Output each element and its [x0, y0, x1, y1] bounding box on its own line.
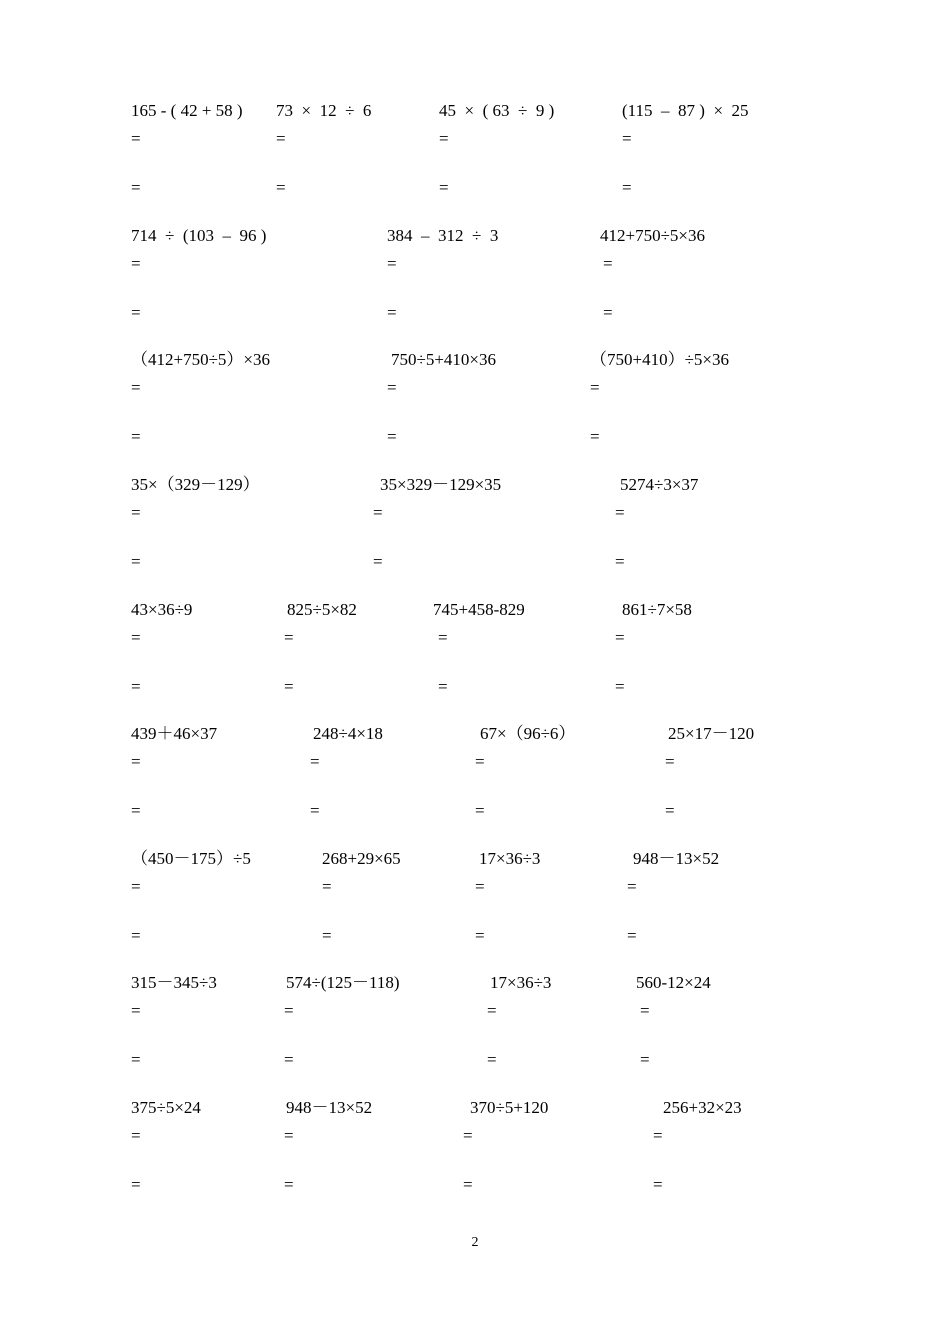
equals-line-1: =	[387, 378, 397, 397]
equals-line-2: =	[131, 677, 141, 696]
equals-line-1: =	[131, 877, 141, 896]
expression: 43×36÷9	[131, 600, 193, 619]
equals-line-1: =	[463, 1126, 473, 1145]
equals-line-2: =	[387, 427, 397, 446]
equals-line-1: =	[373, 503, 383, 522]
equals-line-2: =	[640, 1050, 650, 1069]
equals-line-2: =	[322, 926, 332, 945]
equals-line-2: =	[487, 1050, 497, 1069]
expression: 35×329－129×35	[380, 475, 502, 494]
equals-line-1: =	[131, 1001, 141, 1020]
equals-line-1: =	[487, 1001, 497, 1020]
equals-line-1: =	[131, 1126, 141, 1145]
expression: 67×（96÷6）	[480, 724, 576, 743]
expression: （450－175）÷5	[131, 849, 251, 868]
equals-line-2: =	[665, 801, 675, 820]
problem-row-2	[0, 225, 950, 335]
equals-line-1: =	[615, 503, 625, 522]
equals-line-2: =	[131, 552, 141, 571]
problem-row-1	[0, 100, 950, 210]
page-number: 2	[471, 1235, 479, 1250]
expression: 248÷4×18	[313, 724, 383, 743]
equals-line-1: =	[310, 752, 320, 771]
expression: 17×36÷3	[490, 973, 552, 992]
expression: 384 – 312 ÷ 3	[387, 226, 499, 245]
expression: （750+410）÷5×36	[590, 350, 730, 369]
expression: 256+32×23	[663, 1098, 742, 1117]
equals-line-1: =	[627, 877, 637, 896]
expression: 745+458-829	[433, 600, 525, 619]
problem-row-7	[0, 848, 950, 958]
equals-line-1: =	[131, 254, 141, 273]
equals-line-1: =	[475, 752, 485, 771]
equals-line-2: =	[284, 1050, 294, 1069]
expression: 315－345÷3	[131, 973, 217, 992]
expression: （412+750÷5）×36	[131, 350, 271, 369]
expression: 375÷5×24	[131, 1098, 201, 1117]
expression: 17×36÷3	[479, 849, 541, 868]
expression: 73 × 12 ÷ 6	[276, 101, 372, 120]
expression: 25×17－120	[668, 724, 755, 743]
equals-line-1: =	[387, 254, 397, 273]
equals-line-1: =	[284, 628, 294, 647]
problem-row-6	[0, 723, 950, 833]
expression: 560-12×24	[636, 973, 711, 992]
problem-row-3	[0, 349, 950, 459]
expression: 165 - ( 42 + 58 )	[131, 101, 243, 120]
equals-line-1: =	[590, 378, 600, 397]
equals-line-1: =	[475, 877, 485, 896]
expression: 714 ÷ (103 – 96 )	[131, 226, 267, 245]
equals-line-2: =	[653, 1175, 663, 1194]
equals-line-1: =	[622, 129, 632, 148]
expression: 439＋46×37	[131, 724, 218, 743]
expression: 370÷5+120	[470, 1098, 549, 1117]
expression: 574÷(125－118)	[286, 973, 400, 992]
equals-line-2: =	[284, 1175, 294, 1194]
equals-line-2: =	[439, 178, 449, 197]
equals-line-2: =	[131, 427, 141, 446]
expression: 825÷5×82	[287, 600, 357, 619]
expression: 750÷5+410×36	[391, 350, 497, 369]
problem-row-5	[0, 599, 950, 709]
problem-row-8	[0, 972, 950, 1082]
equals-line-1: =	[438, 628, 448, 647]
expression: 268+29×65	[322, 849, 401, 868]
expression: 45 × ( 63 ÷ 9 )	[439, 101, 555, 120]
equals-line-2: =	[276, 178, 286, 197]
expression: 948－13×52	[286, 1098, 373, 1117]
equals-line-2: =	[603, 303, 613, 322]
equals-line-2: =	[131, 926, 141, 945]
equals-line-2: =	[131, 1050, 141, 1069]
equals-line-1: =	[439, 129, 449, 148]
equals-line-1: =	[131, 378, 141, 397]
equals-line-1: =	[284, 1126, 294, 1145]
expression: 35×（329－129）	[131, 475, 260, 494]
equals-line-2: =	[622, 178, 632, 197]
equals-line-1: =	[284, 1001, 294, 1020]
equals-line-2: =	[475, 926, 485, 945]
expression: 861÷7×58	[622, 600, 692, 619]
equals-line-2: =	[438, 677, 448, 696]
equals-line-1: =	[615, 628, 625, 647]
equals-line-1: =	[653, 1126, 663, 1145]
equals-line-2: =	[387, 303, 397, 322]
equals-line-2: =	[310, 801, 320, 820]
equals-line-2: =	[284, 677, 294, 696]
equals-line-1: =	[603, 254, 613, 273]
expression: 948－13×52	[633, 849, 720, 868]
equals-line-2: =	[590, 427, 600, 446]
problem-row-9	[0, 1097, 950, 1207]
problem-row-4	[0, 474, 950, 584]
equals-line-2: =	[463, 1175, 473, 1194]
equals-line-1: =	[322, 877, 332, 896]
equals-line-1: =	[665, 752, 675, 771]
equals-line-2: =	[373, 552, 383, 571]
equals-line-2: =	[615, 552, 625, 571]
equals-line-1: =	[276, 129, 286, 148]
equals-line-2: =	[131, 1175, 141, 1194]
equals-line-2: =	[615, 677, 625, 696]
expression: (115 – 87 ) × 25	[622, 101, 749, 120]
equals-line-1: =	[640, 1001, 650, 1020]
equals-line-1: =	[131, 752, 141, 771]
equals-line-2: =	[627, 926, 637, 945]
equals-line-2: =	[131, 178, 141, 197]
expression: 5274÷3×37	[620, 475, 699, 494]
equals-line-2: =	[131, 801, 141, 820]
equals-line-1: =	[131, 503, 141, 522]
equals-line-2: =	[131, 303, 141, 322]
equals-line-1: =	[131, 628, 141, 647]
expression: 412+750÷5×36	[600, 226, 706, 245]
equals-line-2: =	[475, 801, 485, 820]
equals-line-1: =	[131, 129, 141, 148]
